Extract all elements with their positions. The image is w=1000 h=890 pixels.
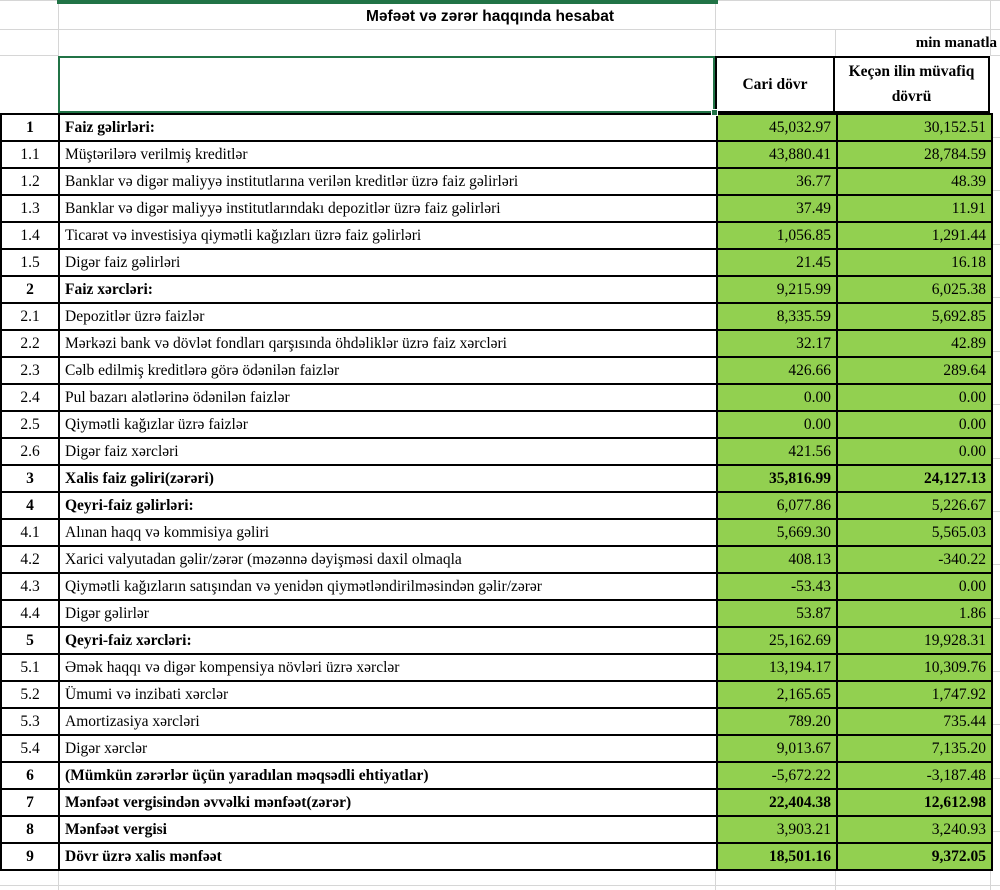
current-value-cell[interactable]: 6,077.86 [717, 492, 837, 519]
row-label-cell[interactable]: Banklar və digər maliyyə institutlarındakı depozitlər üzrə faiz gəlirləri [59, 195, 717, 222]
row-number-cell[interactable]: 2 [1, 276, 59, 303]
previous-value-cell[interactable]: 16.18 [837, 249, 992, 276]
row-label-cell[interactable]: Qeyri-faiz gəlirləri: [59, 492, 717, 519]
row-number-cell[interactable]: 1.3 [1, 195, 59, 222]
table-row [1, 519, 992, 546]
row-number-cell[interactable]: 4.2 [1, 546, 59, 573]
row-number-cell[interactable]: 8 [1, 816, 59, 843]
previous-value-cell[interactable]: 24,127.13 [837, 465, 992, 492]
row-label-cell[interactable]: Xarici valyutadan gəlir/zərər (məzənnə dəyişməsi daxil olmaqla [59, 546, 717, 573]
current-value-cell[interactable]: 36.77 [717, 168, 837, 195]
selection-fill-handle[interactable] [711, 109, 718, 116]
row-number-cell[interactable]: 5.2 [1, 681, 59, 708]
current-value-cell[interactable]: 9,013.67 [717, 735, 837, 762]
previous-value-cell[interactable]: 6,025.38 [837, 276, 992, 303]
row-number-cell[interactable]: 4.4 [1, 600, 59, 627]
green-top-border [57, 0, 718, 4]
row-label-cell[interactable]: Mərkəzi bank və dövlət fondları qarşısında öhdəliklər üzrə faiz xərcləri [59, 330, 717, 357]
row-number-cell[interactable]: 7 [1, 789, 59, 816]
previous-value-cell[interactable]: 0.00 [837, 384, 992, 411]
row-label-cell[interactable]: Xalis faiz gəliri(zərəri) [59, 465, 717, 492]
table-row [1, 168, 992, 195]
current-value-cell[interactable]: 18,501.16 [717, 843, 837, 870]
table-row [1, 384, 992, 411]
row-number-cell[interactable]: 1 [1, 114, 59, 141]
report-title: Məfəət və zərər haqqında hesabat [365, 8, 615, 25]
row-label-cell[interactable]: Müştərilərə verilmiş kreditlər [59, 141, 717, 168]
table-row [1, 843, 992, 870]
row-label-cell[interactable]: (Mümkün zərərlər üçün yaradılan məqsədli ehtiyatlar) [59, 762, 717, 789]
row-label-cell[interactable]: Qeyri-faiz xərcləri: [59, 627, 717, 654]
row-label-cell[interactable]: Digər gəlirlər [59, 600, 717, 627]
gridline [715, 871, 716, 890]
row-label-cell[interactable]: Digər faiz xərcləri [59, 438, 717, 465]
row-label-cell[interactable]: Digər faiz gəlirləri [59, 249, 717, 276]
current-value-cell[interactable]: -53.43 [717, 573, 837, 600]
current-value-cell[interactable]: 0.00 [717, 384, 837, 411]
previous-value-cell[interactable]: 5,565.03 [837, 519, 992, 546]
row-label-cell[interactable]: Faiz xərcləri: [59, 276, 717, 303]
previous-value-cell[interactable]: -3,187.48 [837, 762, 992, 789]
row-label-cell[interactable]: Banklar və digər maliyyə institutlarına verilən kreditlər üzrə faiz gəlirləri [59, 168, 717, 195]
row-number-cell[interactable]: 2.1 [1, 303, 59, 330]
previous-value-cell[interactable]: 28,784.59 [837, 141, 992, 168]
current-value-cell[interactable]: 0.00 [717, 411, 837, 438]
gridline [0, 885, 1000, 886]
current-value-cell[interactable]: 789.20 [717, 708, 837, 735]
unit-note: min manatla [915, 35, 997, 51]
previous-value-cell[interactable]: -340.22 [837, 546, 992, 573]
gridline [0, 55, 58, 56]
row-label-cell[interactable]: Ümumi və inzibati xərclər [59, 681, 717, 708]
table-row [1, 600, 992, 627]
previous-value-cell[interactable]: 1.86 [837, 600, 992, 627]
previous-value-cell[interactable]: 12,612.98 [837, 789, 992, 816]
current-value-cell[interactable]: 9,215.99 [717, 276, 837, 303]
table-row [1, 654, 992, 681]
row-number-cell[interactable]: 5.4 [1, 735, 59, 762]
table-row [1, 195, 992, 222]
row-number-cell[interactable]: 6 [1, 762, 59, 789]
row-label-cell[interactable]: Əmək haqqı və digər kompensiya növləri üzrə xərclər [59, 654, 717, 681]
previous-value-cell[interactable]: 0.00 [837, 411, 992, 438]
row-number-cell[interactable]: 9 [1, 843, 59, 870]
previous-value-cell[interactable]: 0.00 [837, 438, 992, 465]
current-value-cell[interactable]: 8,335.59 [717, 303, 837, 330]
row-number-cell[interactable]: 4.1 [1, 519, 59, 546]
gridline [718, 0, 1000, 1]
row-number-cell[interactable]: 1.2 [1, 168, 59, 195]
row-number-cell[interactable]: 3 [1, 465, 59, 492]
gridline [0, 0, 57, 1]
gridline [990, 871, 991, 890]
table-row [1, 465, 992, 492]
row-number-cell[interactable]: 5.1 [1, 654, 59, 681]
row-number-cell[interactable]: 1.5 [1, 249, 59, 276]
table-row [1, 708, 992, 735]
row-label-cell[interactable]: Qiymətli kağızların satışından və yenidən qiymətləndirilməsindən gəlir/zərər [59, 573, 717, 600]
current-value-cell[interactable]: 45,032.97 [717, 114, 837, 141]
header-current-period-cell[interactable]: Cari dövr [715, 56, 835, 113]
table-row [1, 141, 992, 168]
row-label-cell[interactable]: Faiz gəlirləri: [59, 114, 717, 141]
table-row [1, 627, 992, 654]
current-value-cell[interactable]: 43,880.41 [717, 141, 837, 168]
previous-value-cell[interactable]: 5,226.67 [837, 492, 992, 519]
row-number-cell[interactable]: 4 [1, 492, 59, 519]
gridline [58, 871, 59, 890]
previous-value-cell[interactable]: 48.39 [837, 168, 992, 195]
row-label-cell[interactable]: Dövr üzrə xalis mənfəət [59, 843, 717, 870]
gridline [835, 871, 836, 890]
current-value-cell[interactable]: 21.45 [717, 249, 837, 276]
report-table [0, 113, 993, 871]
previous-value-cell[interactable]: 11.91 [837, 195, 992, 222]
current-value-cell[interactable]: 35,816.99 [717, 465, 837, 492]
previous-value-cell[interactable]: 1,291.44 [837, 222, 992, 249]
previous-value-cell[interactable]: 19,928.31 [837, 627, 992, 654]
table-row [1, 762, 992, 789]
row-number-cell[interactable]: 2.4 [1, 384, 59, 411]
gridline [0, 29, 1000, 30]
previous-value-cell[interactable]: 5,692.85 [837, 303, 992, 330]
table-row [1, 816, 992, 843]
table-row [1, 357, 992, 384]
report-table-body [1, 114, 992, 870]
table-row [1, 681, 992, 708]
table-row [1, 330, 992, 357]
previous-value-cell[interactable]: 10,309.76 [837, 654, 992, 681]
current-value-cell[interactable]: 5,669.30 [717, 519, 837, 546]
current-value-cell[interactable]: 1,056.85 [717, 222, 837, 249]
previous-value-cell[interactable]: 0.00 [837, 573, 992, 600]
row-label-cell[interactable]: Amortizasiya xərcləri [59, 708, 717, 735]
table-row [1, 249, 992, 276]
row-label-cell[interactable]: Depozitlər üzrə faizlər [59, 303, 717, 330]
table-row [1, 303, 992, 330]
row-label-cell[interactable]: Ticarət və investisiya qiymətli kağızları üzrə faiz gəlirləri [59, 222, 717, 249]
table-row [1, 438, 992, 465]
table-row [1, 573, 992, 600]
current-value-cell[interactable]: 53.87 [717, 600, 837, 627]
row-number-cell[interactable]: 2.6 [1, 438, 59, 465]
row-label-cell[interactable]: Mənfəət vergisi [59, 816, 717, 843]
previous-value-cell[interactable]: 42.89 [837, 330, 992, 357]
current-value-cell[interactable]: 25,162.69 [717, 627, 837, 654]
previous-value-cell[interactable]: 30,152.51 [837, 114, 992, 141]
current-value-cell[interactable]: 2,165.65 [717, 681, 837, 708]
table-row [1, 789, 992, 816]
table-row [1, 411, 992, 438]
header-description-cell[interactable] [58, 56, 715, 113]
row-label-cell[interactable]: Digər xərclər [59, 735, 717, 762]
previous-value-cell[interactable]: 9,372.05 [837, 843, 992, 870]
previous-value-cell[interactable]: 1,747.92 [837, 681, 992, 708]
row-label-cell[interactable]: Alınan haqq və kommisiya gəliri [59, 519, 717, 546]
row-label-cell[interactable]: Qiymətli kağızlar üzrə faizlər [59, 411, 717, 438]
table-row [1, 546, 992, 573]
previous-value-cell[interactable]: 7,135.20 [837, 735, 992, 762]
table-row [1, 492, 992, 519]
current-value-cell[interactable]: 32.17 [717, 330, 837, 357]
row-number-cell[interactable]: 2.2 [1, 330, 59, 357]
previous-value-cell[interactable]: 3,240.93 [837, 816, 992, 843]
table-row [1, 276, 992, 303]
current-value-cell[interactable]: 37.49 [717, 195, 837, 222]
row-number-cell[interactable]: 4.3 [1, 573, 59, 600]
current-value-cell[interactable]: -5,672.22 [717, 762, 837, 789]
current-value-cell[interactable]: 13,194.17 [717, 654, 837, 681]
table-row [1, 114, 992, 141]
row-label-cell[interactable]: Mənfəət vergisindən əvvəlki mənfəət(zərər) [59, 789, 717, 816]
row-number-cell[interactable]: 2.5 [1, 411, 59, 438]
current-value-cell[interactable]: 426.66 [717, 357, 837, 384]
previous-value-cell[interactable]: 735.44 [837, 708, 992, 735]
row-number-cell[interactable]: 5 [1, 627, 59, 654]
row-label-cell[interactable]: Cəlb edilmiş kreditlərə görə ödənilən faizlər [59, 357, 717, 384]
row-number-cell[interactable]: 1.4 [1, 222, 59, 249]
row-number-cell[interactable]: 5.3 [1, 708, 59, 735]
table-row [1, 222, 992, 249]
row-number-cell[interactable]: 2.3 [1, 357, 59, 384]
row-label-cell[interactable]: Pul bazarı alətlərinə ödənilən faizlər [59, 384, 717, 411]
row-number-cell[interactable]: 1.1 [1, 141, 59, 168]
current-value-cell[interactable]: 3,903.21 [717, 816, 837, 843]
table-row [1, 735, 992, 762]
header-previous-period-cell[interactable]: Keçən ilin müvafiq dövrü [835, 56, 990, 113]
previous-value-cell[interactable]: 289.64 [837, 357, 992, 384]
gridline [835, 29, 836, 56]
current-value-cell[interactable]: 421.56 [717, 438, 837, 465]
current-value-cell[interactable]: 408.13 [717, 546, 837, 573]
gridline [990, 55, 1000, 56]
current-value-cell[interactable]: 22,404.38 [717, 789, 837, 816]
